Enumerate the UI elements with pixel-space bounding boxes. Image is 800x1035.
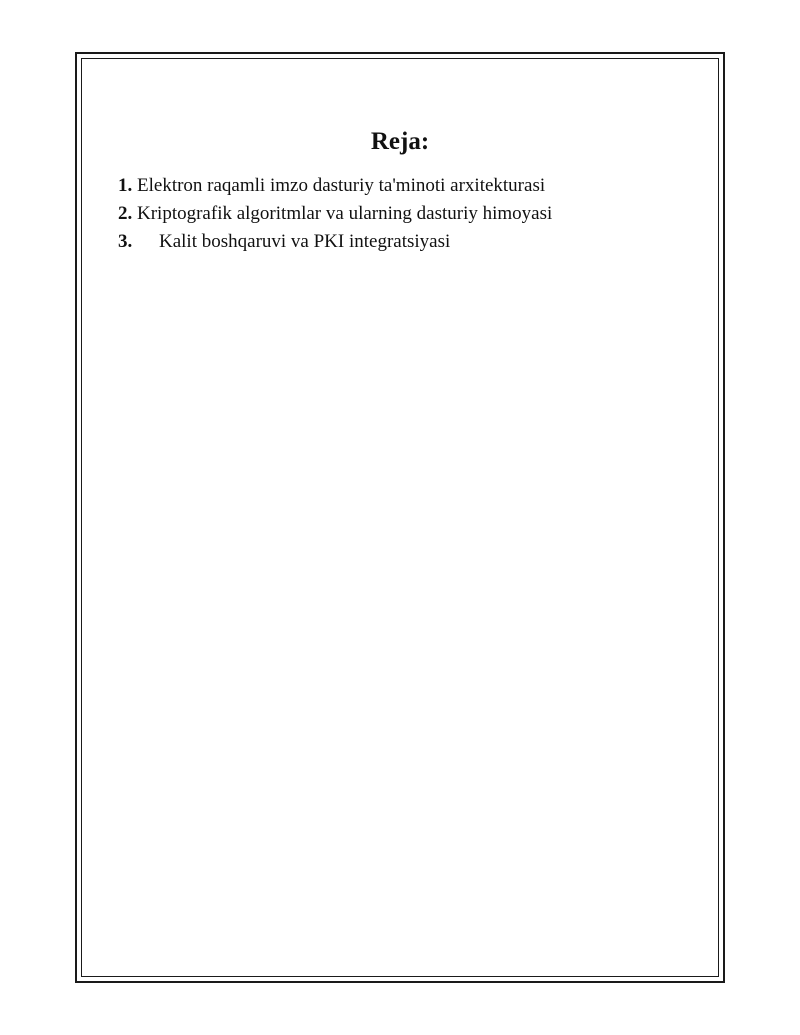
plan-list — [118, 172, 552, 256]
list-item-text: Kriptografik algoritmlar va ularning dasturiy himoyasi — [137, 203, 553, 224]
list-item — [118, 172, 552, 200]
list-item-number: 3. — [118, 231, 133, 252]
list-item-text: Elektron raqamli imzo dasturiy ta'minoti arxitekturasi — [137, 175, 546, 196]
list-item — [118, 200, 552, 228]
list-item-number: 1. — [118, 175, 133, 196]
list-item — [118, 228, 552, 256]
list-item-number: 2. — [118, 203, 133, 224]
list-item-text: Kalit boshqaruvi va PKI integratsiyasi — [159, 231, 451, 252]
page-title: Reja: — [370, 128, 430, 155]
